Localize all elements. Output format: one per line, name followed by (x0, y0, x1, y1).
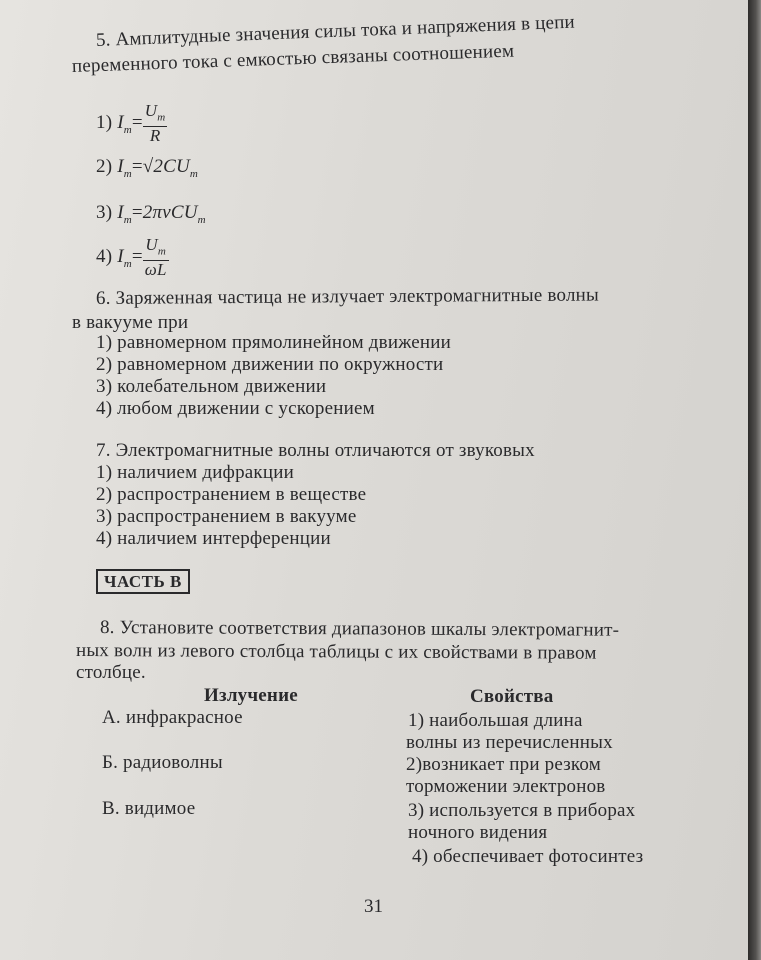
q6-option: 1) равномерном прямолинейном движении (96, 332, 452, 353)
table-header-right: Свойства (470, 686, 554, 707)
q5-option-1: 1) $I_m=$ $\frac{U_m}{R}$ (96, 101, 166, 146)
table-left-item: В. видимое (102, 798, 196, 819)
q8-line2: ных волн из левого столбца таблицы с их свойствами в правом (75, 640, 597, 664)
q6-line2: в вакууме при (72, 312, 189, 333)
q5-option-4: 4) $I_m=$ $\frac{U_m}{\omega L}$ (96, 235, 167, 280)
q7-option: 1) наличием дифракции (96, 462, 294, 483)
q6-option: 3) колебательном движении (96, 376, 327, 397)
q6-line1: 6. Заряженная частица не излучает электромагнитные волны (95, 284, 600, 309)
q8-line1: 8. Установите соответствия диапазонов шкалы электромагнит- (99, 617, 620, 641)
table-header-left: Излучение (204, 685, 298, 706)
q6-option: 2) равномерном движении по окружности (96, 354, 444, 375)
section-heading-part-b: ЧАСТЬ В (96, 569, 190, 594)
q7-option: 4) наличием интерференции (96, 528, 331, 549)
table-right-item: 4) обеспечивает фотосинтез (412, 846, 644, 867)
q5-option-2: 2) $I_m=√2CU_m$ (96, 156, 199, 180)
q6-option: 4) любом движении с ускорением (96, 398, 375, 419)
q5-option-4-fraction: $\frac{U_m}{\omega L}$ (144, 235, 167, 280)
q5-line1: 5. Амплитудные значения силы тока и напряжения в цепи (95, 11, 576, 51)
q7-option: 3) распространением в вакууме (96, 506, 357, 527)
table-right-item: 1) наибольшая длина (408, 710, 583, 731)
table-right-item: 3) используется в приборах (408, 800, 636, 821)
q5-line2: переменного тока с емкостью связаны соотношением (71, 40, 515, 77)
table-right-item: ночного видения (408, 822, 548, 843)
q7-option: 2) распространением в веществе (96, 484, 367, 505)
table-right-item: волны из перечисленных (406, 732, 613, 753)
q7-line1: 7. Электромагнитные волны отличаются от звуковых (96, 440, 535, 461)
table-right-item: торможении электронов (406, 776, 606, 797)
table-left-item: А. инфракрасное (102, 707, 243, 728)
q5-option-1-fraction: $\frac{U_m}{R}$ (144, 101, 166, 146)
q8-line3: столбце. (76, 662, 146, 683)
table-right-item: 2)возникает при резком (406, 754, 601, 775)
table-left-item: Б. радиоволны (102, 752, 223, 773)
page-number: 31 (364, 896, 383, 917)
q5-option-3: 3) $I_m=2\pi\nu CU_m$ (96, 202, 206, 226)
